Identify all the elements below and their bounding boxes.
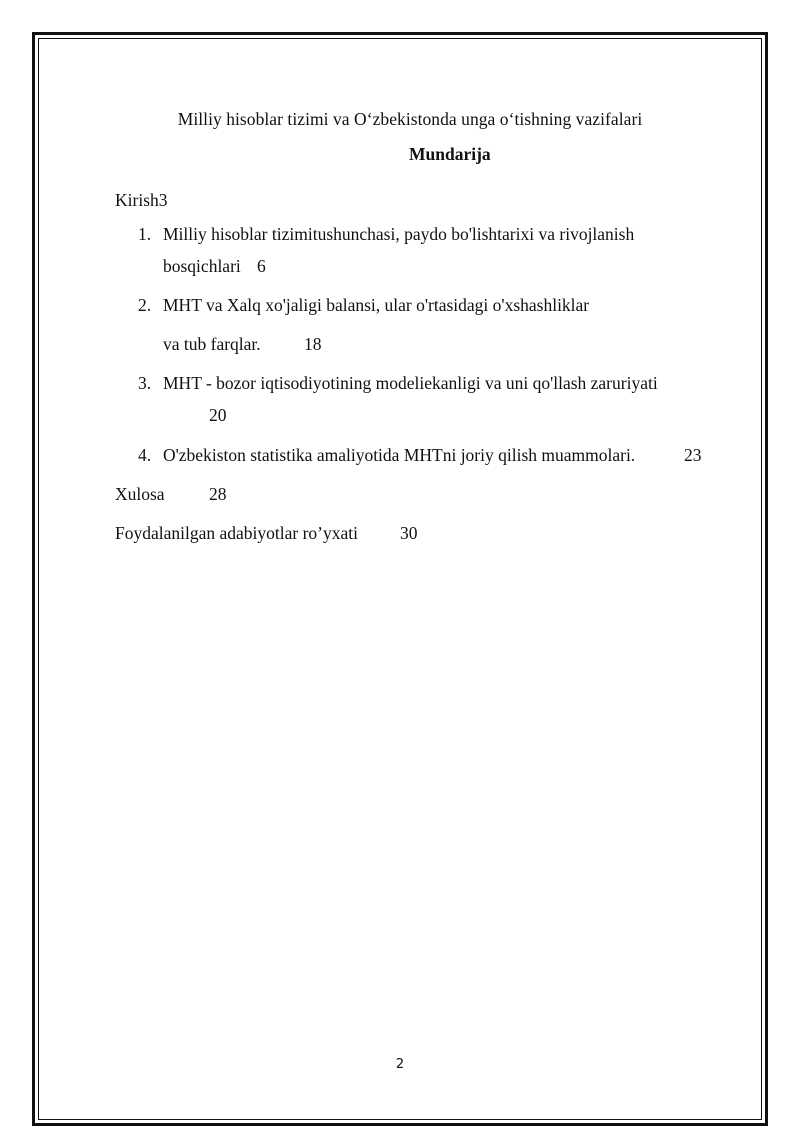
toc-item-text: Milliy hisoblar tizimitushunchasi, paydo bo'lishtarixi va rivojlanish (163, 224, 635, 244)
toc-item-text-continued: va tub farqlar. (163, 334, 261, 354)
toc-item-number: 4. (138, 445, 152, 465)
toc-item-text-continued: bosqichlari (163, 256, 241, 276)
toc-item-number: 1. (138, 224, 152, 244)
page-number: 2 (395, 1057, 405, 1072)
toc-item-text: MHT - bozor iqtisodiyotining modeliekanligi va uni qo'llash zaruriyati (163, 373, 658, 393)
toc-item-page: 20 (209, 405, 227, 425)
toc-heading: Mundarija (409, 144, 491, 164)
toc-references-page: 30 (400, 523, 418, 543)
toc-item-page: 23 (684, 445, 702, 465)
toc-references: Foydalanilgan adabiyotlar ro’yxati (115, 523, 358, 543)
toc-item-page: 18 (304, 334, 322, 354)
toc-item-number: 2. (138, 295, 152, 315)
toc-conclusion-page: 28 (209, 484, 227, 504)
toc-conclusion: Xulosa (115, 484, 165, 504)
document-title: Milliy hisoblar tizimi va O‘zbekistonda unga o‘tishning vazifalari (177, 109, 643, 129)
toc-intro: Kirish3 (115, 190, 168, 210)
toc-item-page: 6 (257, 256, 266, 276)
toc-item-text: O'zbekiston statistika amaliyotida MHTni joriy qilish muammolari. (163, 445, 636, 465)
toc-item-number: 3. (138, 373, 152, 393)
toc-item-text: MHT va Xalq xo'jaligi balansi, ular o'rtasidagi o'xshashliklar (163, 295, 590, 315)
